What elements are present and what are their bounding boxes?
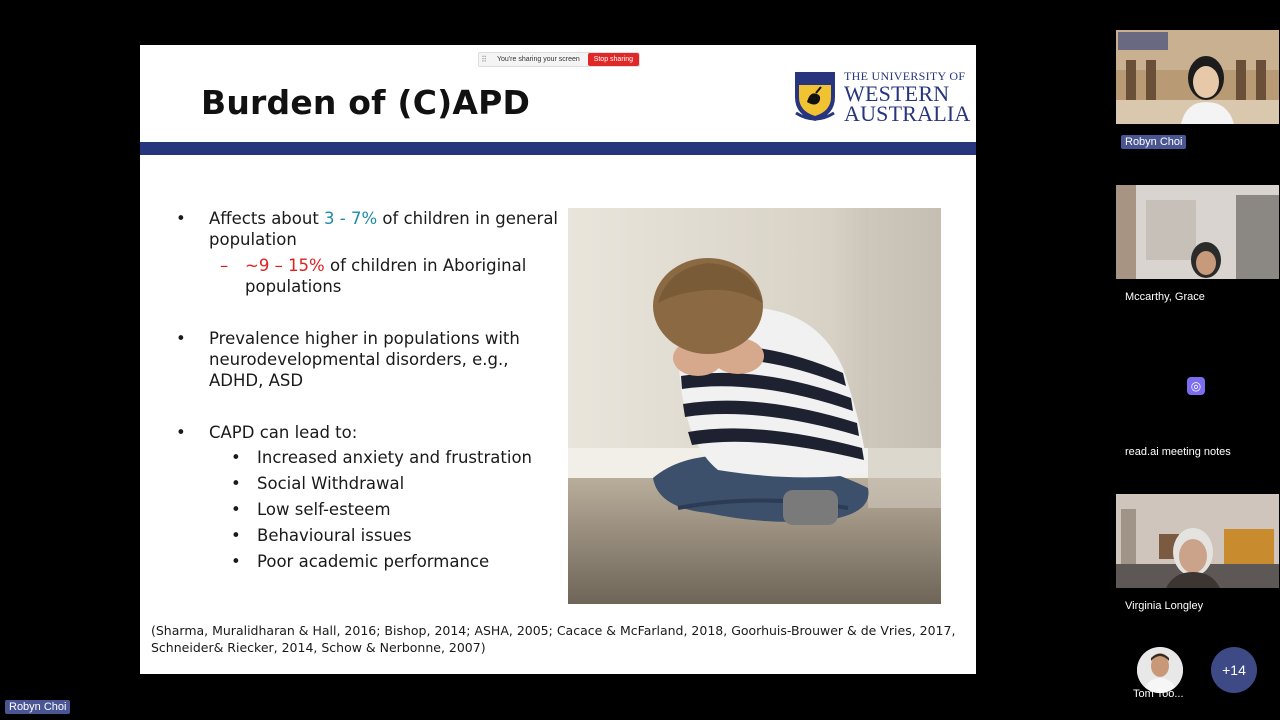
shared-slide	[140, 45, 976, 674]
bullet-prevalence: • Affects about 3 - 7% of children in general population	[176, 209, 559, 249]
participant-video-robyn-choi[interactable]	[1116, 30, 1279, 124]
slide-body	[176, 208, 566, 575]
bullet-capd-effects: • CAPD can lead to:	[176, 423, 358, 442]
screen-share-bar	[478, 52, 640, 67]
prevalence-highlight: 3 - 7%	[324, 209, 378, 228]
participant-name-label: Tom Too...	[1133, 688, 1184, 700]
list-item: • Social Withdrawal	[231, 474, 405, 493]
stop-sharing-button[interactable]: Stop sharing	[588, 53, 639, 66]
list-item: • Behavioural issues	[231, 526, 412, 545]
uwa-logo	[792, 67, 971, 126]
participant-video-virginia-longley[interactable]	[1116, 494, 1279, 588]
bullet-text: Prevalence higher in populations with neurodevelopmental disorders, e.g., ADHD, ASD	[209, 329, 520, 390]
bullet-text: Affects about	[209, 209, 325, 228]
avatar-image	[1137, 647, 1183, 693]
distressed-child-photo	[568, 208, 941, 604]
read-ai-icon: ◎	[1187, 377, 1205, 395]
presenter-name-tag: Robyn Choi	[5, 700, 70, 714]
video-feed	[1116, 494, 1279, 588]
list-item: • Poor academic performance	[231, 552, 490, 571]
slide-title: Burden of (C)APD	[201, 83, 531, 122]
citation-text: (Sharma, Muralidharan & Hall, 2016; Bishop, 2014; ASHA, 2005; Cacace & McFarland, 2018, Goorhuis-Brouwer & de Vries, 2017, Schneider& Riecker, 2014, Schow & Nerbonne, 2007)	[151, 623, 956, 655]
list-item: • Increased anxiety and frustration	[231, 448, 532, 467]
list-item: • Low self-esteem	[231, 500, 391, 519]
sub-bullet-text: of children in Aboriginal populations	[245, 256, 527, 296]
header-band	[140, 142, 976, 155]
logo-line3: AUSTRALIA	[844, 101, 971, 126]
logo-line2: WESTERN	[844, 81, 950, 106]
drag-handle-icon[interactable]: ⠿	[481, 55, 487, 64]
university-crest-icon	[792, 69, 838, 123]
avatar[interactable]	[1137, 647, 1183, 693]
sub-bullet-aboriginal: – ~9 – 15% of children in Aboriginal populations	[220, 256, 527, 296]
video-feed	[1116, 30, 1279, 124]
video-feed	[1116, 185, 1279, 279]
effects-list	[176, 445, 566, 575]
logo-line1: THE UNIVERSITY OF	[844, 69, 966, 83]
participant-name-label: Virginia Longley	[1125, 600, 1204, 612]
participant-name-label: Mccarthy, Grace	[1125, 291, 1205, 303]
participant-name-tag: Robyn Choi	[1121, 135, 1186, 149]
bullet-neurodevelopmental: • Prevalence higher in populations with neurodevelopmental disorders, e.g., ADHD, ASD	[176, 329, 520, 390]
aboriginal-highlight: ~9 – 15%	[245, 256, 325, 275]
bullet-text: of children in general population	[209, 209, 559, 249]
bullet-text: CAPD can lead to:	[209, 423, 358, 442]
sharing-status-text: You're sharing your screen	[497, 56, 580, 63]
more-participants-button[interactable]: +14	[1211, 647, 1257, 693]
participant-name-label: read.ai meeting notes	[1125, 446, 1231, 458]
participant-video-mccarthy-grace[interactable]	[1116, 185, 1279, 279]
